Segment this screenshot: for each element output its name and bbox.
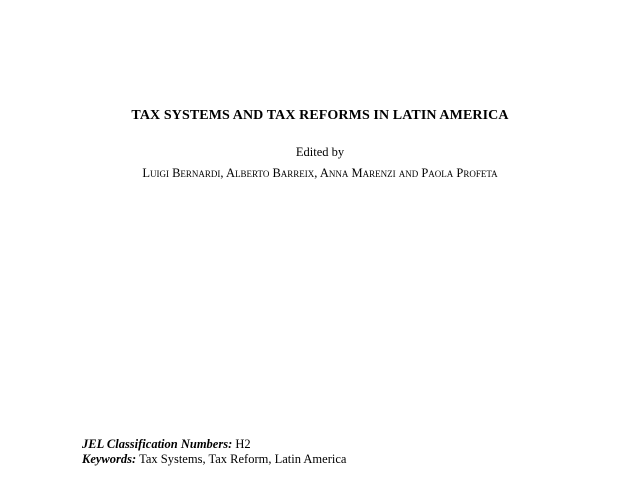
jel-classification bbox=[82, 437, 251, 452]
jel-value: H2 bbox=[235, 437, 251, 451]
book-title: TAX SYSTEMS AND TAX REFORMS IN LATIN AMERICA bbox=[131, 108, 509, 123]
keywords-value: Tax Systems, Tax Reform, Latin America bbox=[139, 452, 347, 466]
keywords bbox=[82, 452, 346, 467]
keywords-label: Keywords: bbox=[82, 452, 137, 466]
edited-by-line: Edited by bbox=[295, 145, 345, 159]
editors-list: Luigi Bernardi, Alberto Barreix, Anna Marenzi and Paola Profeta bbox=[142, 166, 498, 180]
jel-label: JEL Classification Numbers: bbox=[82, 437, 233, 451]
